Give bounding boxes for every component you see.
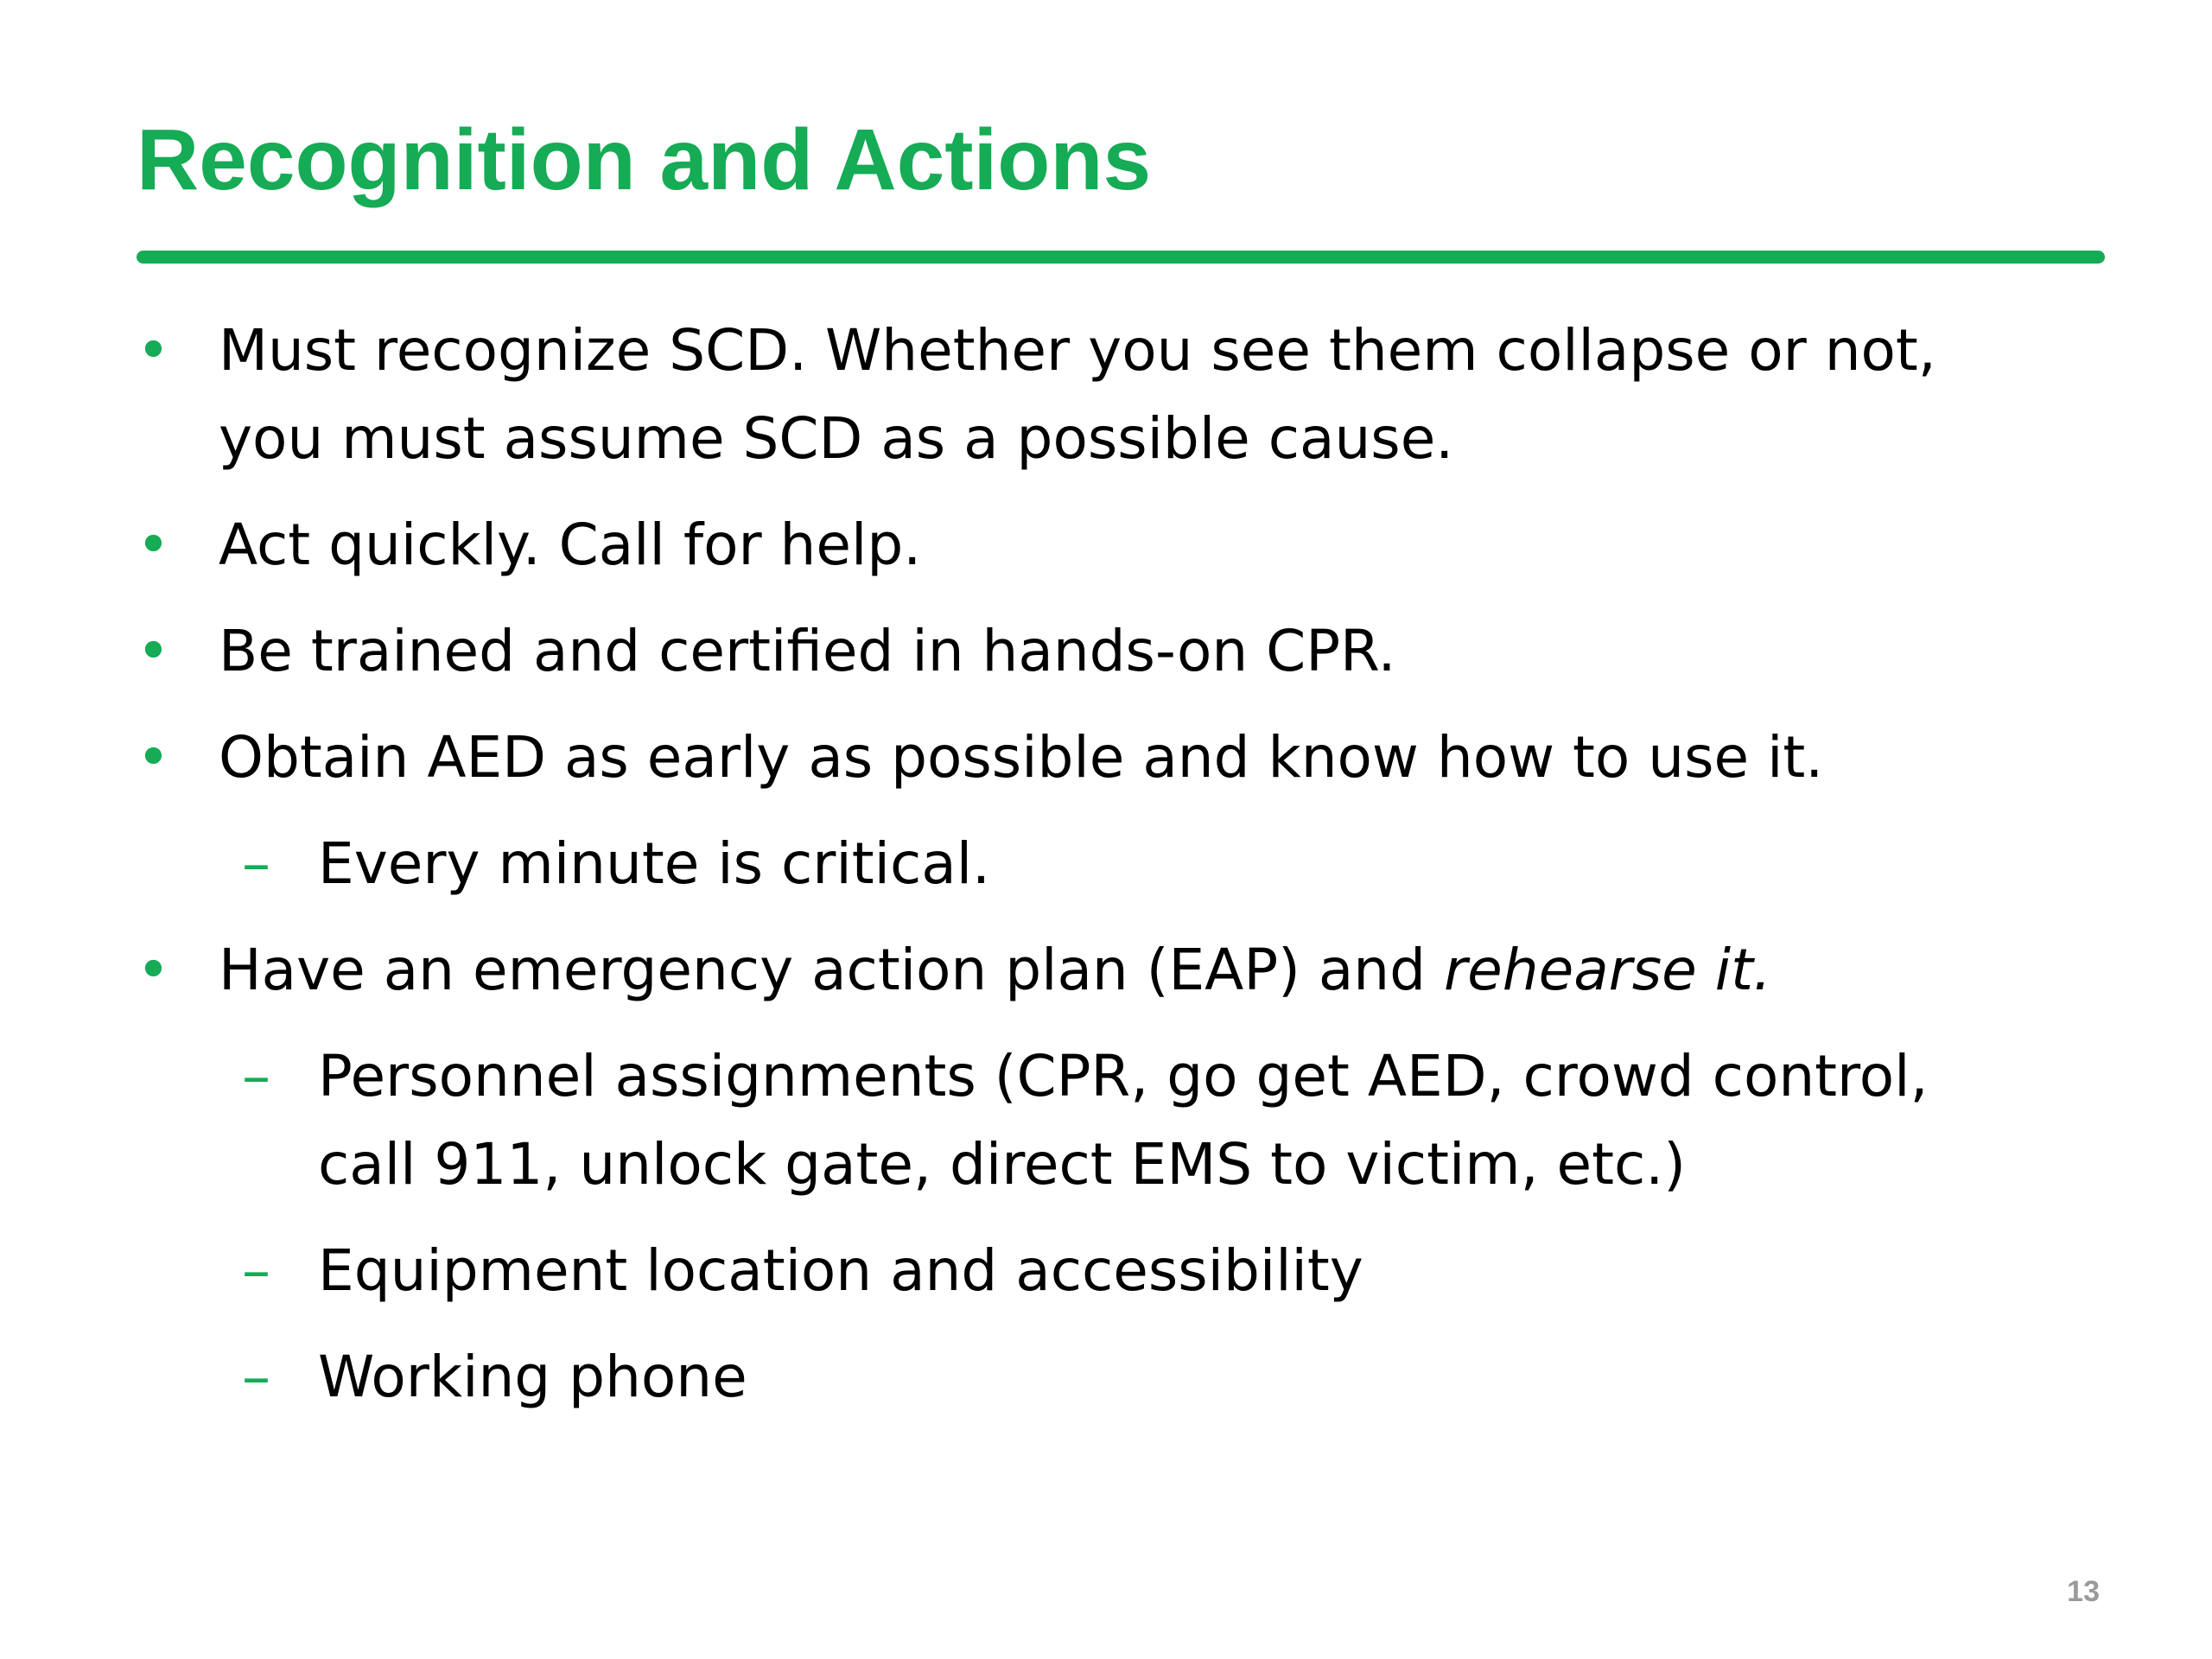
bullet-item-act-quickly bbox=[130, 501, 2108, 589]
bullet-text: Obtain AED as early as possible and know how to use it. bbox=[219, 724, 1824, 791]
sub-bullet-item-equipment bbox=[130, 1227, 2108, 1315]
bullet-list bbox=[130, 307, 2108, 1440]
dash-icon: – bbox=[242, 1237, 270, 1304]
sub-bullet-text: Equipment location and accessibility bbox=[318, 1237, 1363, 1304]
bullet-dot-icon: • bbox=[137, 512, 170, 578]
bullet-item-eap bbox=[130, 926, 2108, 1014]
bullet-text: Have an emergency action plan (EAP) and rehearse it. bbox=[219, 937, 1771, 1003]
dash-icon: – bbox=[242, 1344, 270, 1410]
bullet-dot-icon: • bbox=[137, 618, 170, 684]
bullet-item-obtain-aed bbox=[130, 714, 2108, 802]
dash-icon: – bbox=[242, 1043, 270, 1109]
bullet-text: Be trained and certified in hands-on CPR. bbox=[219, 618, 1396, 684]
dash-icon: – bbox=[242, 830, 270, 897]
page-number: 13 bbox=[2067, 1575, 2100, 1608]
sub-bullet-item-personnel bbox=[130, 1033, 2108, 1209]
bullet-dot-icon: • bbox=[137, 937, 170, 1003]
emphasis-text: rehearse it. bbox=[1444, 937, 1771, 1003]
bullet-item-cpr-training bbox=[130, 607, 2108, 696]
sub-bullet-item-phone bbox=[130, 1333, 2108, 1421]
slide-title: Recognition and Actions bbox=[137, 111, 1152, 208]
bullet-item-recognize-scd bbox=[130, 307, 2108, 483]
bullet-text: Must recognize SCD. Whether you see them collapse or not, you must assume SCD as a possible cause. bbox=[219, 317, 1936, 472]
bullet-dot-icon: • bbox=[137, 724, 170, 791]
title-underline bbox=[137, 251, 2105, 264]
sub-bullet-text: Every minute is critical. bbox=[318, 830, 991, 897]
sub-bullet-text: Personnel assignments (CPR, go get AED, crowd control, call 911, unlock gate, direct EMS to victim, etc.) bbox=[318, 1043, 1929, 1198]
sub-bullet-item-every-minute bbox=[130, 820, 2108, 908]
bullet-text: Act quickly. Call for help. bbox=[219, 512, 922, 578]
bullet-dot-icon: • bbox=[137, 317, 170, 384]
sub-bullet-text: Working phone bbox=[318, 1344, 747, 1410]
